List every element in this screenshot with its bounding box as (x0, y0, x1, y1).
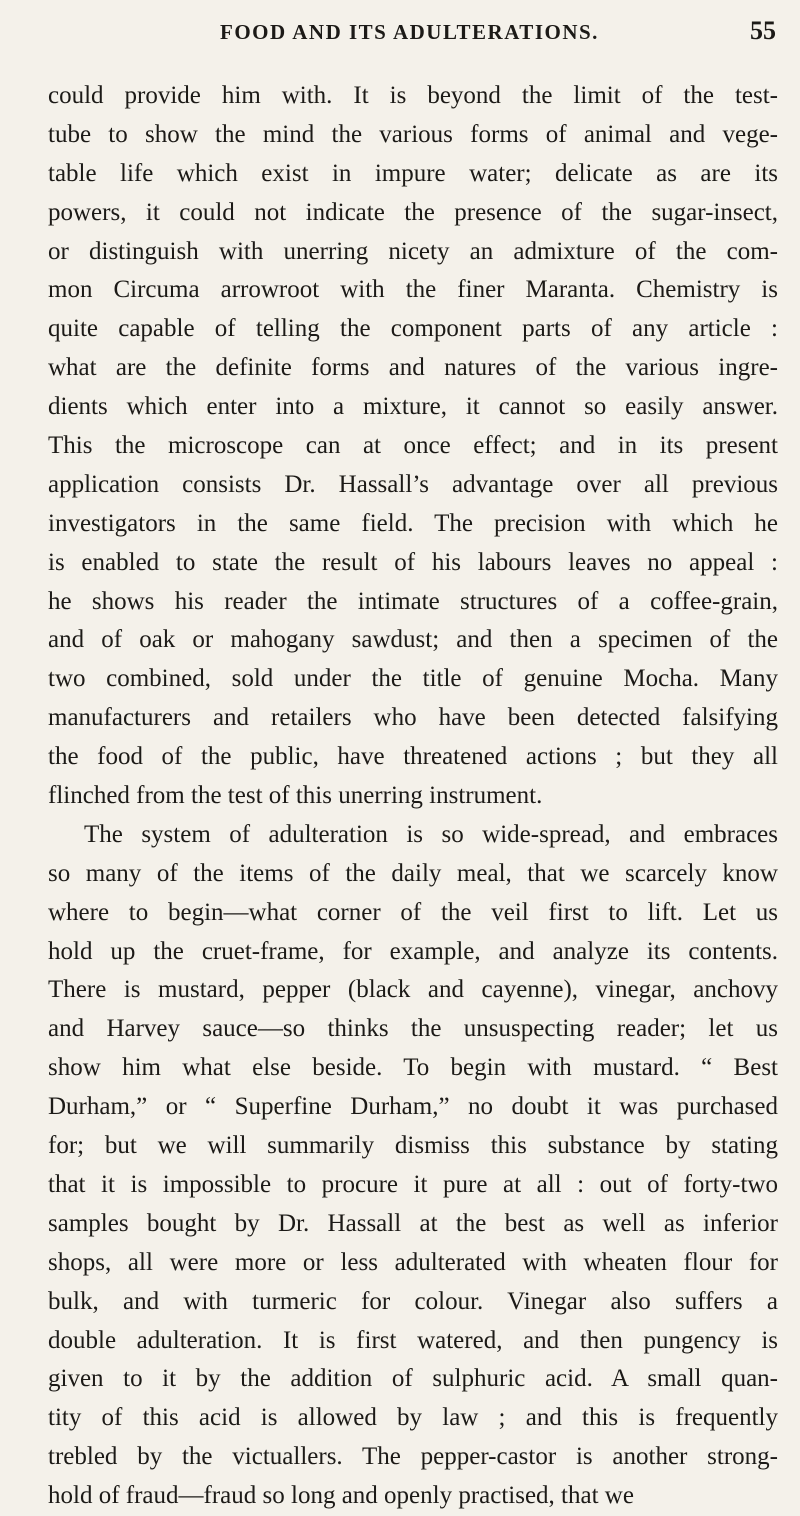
text-line: where to begin—what corner of the veil first to lift. Let us (48, 898, 778, 926)
text-line: tity of this acid is allowed by law ; and this is frequently (48, 1404, 778, 1432)
running-head: FOOD AND ITS ADULTERATIONS. (220, 20, 599, 44)
text-line: two combined, sold under the title of genuine Mocha. Many (48, 665, 778, 693)
text-line: that it is impossible to procure it pure at all : out of forty-two (48, 1170, 778, 1198)
text-line: for; but we will summarily dismiss this substance by stating (48, 1132, 778, 1160)
text-line: Durham,” or “ Superfine Durham,” no doubt it was purchased (48, 1093, 778, 1121)
text-line: the food of the public, have threatened actions ; but they all (48, 743, 778, 771)
text-line: powers, it could not indicate the presence of the sugar-insect, (48, 198, 778, 226)
text-line: could provide him with. It is beyond the limit of the test- (48, 82, 778, 109)
text-line: mon Circuma arrowroot with the finer Maranta. Chemistry is (48, 276, 778, 304)
text-line: trebled by the victuallers. The pepper-castor is another strong- (48, 1443, 778, 1471)
text-line: is enabled to state the result of his labours leaves no appeal : (48, 548, 778, 576)
text-line: tube to show the mind the various forms of animal and vege- (48, 120, 778, 148)
text-line: show him what else beside. To begin with mustard. “ Best (48, 1054, 778, 1082)
text-line: or distinguish with unerring nicety an admixture of the com- (48, 237, 778, 265)
text-line: and Harvey sauce—so thinks the unsuspecting reader; let us (48, 1015, 778, 1043)
text-line: This the microscope can at once effect; and in its present (48, 432, 778, 460)
text-line: The system of adulteration is so wide-spread, and embraces (84, 820, 778, 848)
text-line: dients which enter into a mixture, it cannot so easily answer. (48, 393, 778, 421)
text-line: hold up the cruet-frame, for example, and analyze its contents. (48, 937, 778, 965)
text-line: he shows his reader the intimate structures of a coffee-grain, (48, 587, 778, 615)
text-line: investigators in the same field. The precision with which he (48, 509, 778, 537)
text-line: quite capable of telling the component parts of any article : (48, 315, 778, 343)
body-text (48, 77, 778, 1516)
text-line: given to it by the addition of sulphuric acid. A small quan- (48, 1365, 778, 1393)
text-line: what are the definite forms and natures of the various ingre- (48, 354, 778, 382)
text-line: samples bought by Dr. Hassall at the best as well as inferior (48, 1209, 778, 1237)
text-line: hold of fraud—fraud so long and openly practised, that we (48, 1482, 634, 1510)
text-line: There is mustard, pepper (black and cayenne), vinegar, anchovy (48, 976, 778, 1004)
text-line: manufacturers and retailers who have been detected falsifying (48, 704, 778, 732)
page-number: 55 (750, 16, 776, 45)
text-line: and of oak or mahogany sawdust; and then a specimen of the (48, 626, 778, 654)
text-line: application consists Dr. Hassall’s advantage over all previous (48, 470, 778, 498)
text-line: double adulteration. It is first watered, and then pungency is (48, 1326, 778, 1354)
text-line: flinched from the test of this unerring instrument. (48, 782, 543, 810)
text-line: bulk, and with turmeric for colour. Vinegar also suffers a (48, 1287, 778, 1315)
text-line: so many of the items of the daily meal, that we scarcely know (48, 859, 778, 887)
text-line: table life which exist in impure water; delicate as are its (48, 159, 778, 187)
text-line: shops, all were more or less adulterated with wheaten flour for (48, 1248, 778, 1276)
